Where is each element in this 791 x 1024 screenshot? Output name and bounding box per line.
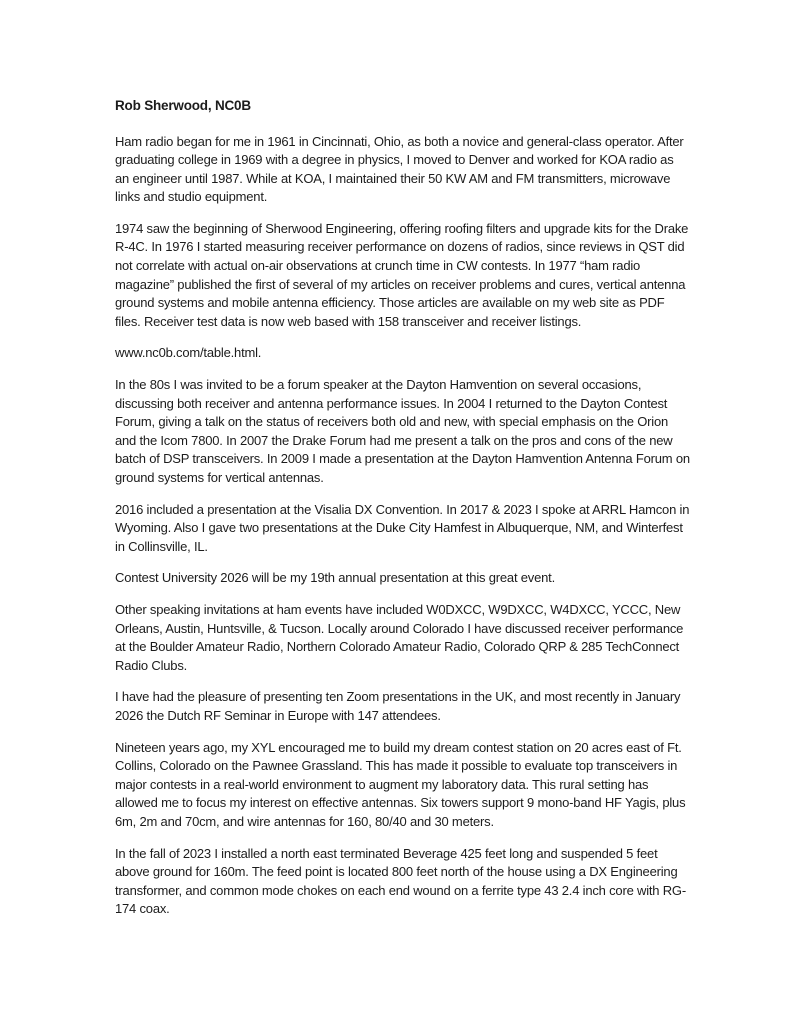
paragraph-intro: Ham radio began for me in 1961 in Cincinnati, Ohio, as both a novice and general-class operator. After graduating college in 1969 with a degree in physics, I moved to Denver and worked for KOA radio as an engineer until 1987. While at KOA, I maintained their 50 KW AM and FM transmitters, microwave links and studio equipment. [115, 133, 684, 205]
paragraph-zoom-presentations: I have had the pleasure of presenting ten Zoom presentations in the UK, and most recently in January 2026 the Dutch RF Seminar in Europe with 147 attendees. [115, 689, 681, 723]
paragraph-contest-station: Nineteen years ago, my XYL encouraged me to build my dream contest station on 20 acres east of Ft. Collins, Colorado on the Pawnee Grassland. This has made it possible to evaluate top transceivers in major contests in a real-world environment to augment my laboratory data. This rural setting has allowed me to focus my interest on effective antennas. Six towers support 9 mono-band HF Yagis, plus 6m, 2m and 70cm, and wire antennas for 160, 80/40 and 30 meters. [115, 739, 686, 829]
paragraph-contest-university: Contest University 2026 will be my 19th annual presentation at this great event. [115, 570, 555, 586]
paragraph-sherwood-engineering: 1974 saw the beginning of Sherwood Engineering, offering roofing filters and upgrade kits for the Drake R-4C. In 1976 I started measuring receiver performance on dozens of radios, since reviews in QST did not correlate with actual on-air observations at crunch time in CW contests. In 1977 “ham radio magazine” published the first of several of my articles on receiver problems and cures, vertical antenna ground systems and mobile antenna efficiency. Those articles are available on my web site as PDF files. Receiver test data is now web based with 158 transceiver and receiver listings. [115, 220, 689, 329]
paragraph-other-invitations: Other speaking invitations at ham events have included W0DXCC, W9DXCC, W4DXCC, YCCC, New Orleans, Austin, Huntsville, & Tucson. Locally around Colorado I have discussed receiver performance at the Boulder Amateur Radio, Northern Colorado Amateur Radio, Colorado QRP & 285 TechConnect Radio Clubs. [115, 601, 684, 673]
document-title: Rob Sherwood, NC0B [115, 98, 251, 113]
document-content [115, 97, 690, 932]
paragraph-2016-presentations: 2016 included a presentation at the Visalia DX Convention. In 2017 & 2023 I spoke at ARRL Hamcon in Wyoming. Also I gave two presentations at the Duke City Hamfest in Albuquerque, NM, and Winterfest in Collinsville, IL. [115, 501, 690, 554]
paragraph-dayton-hamvention: In the 80s I was invited to be a forum speaker at the Dayton Hamvention on several occasions, discussing both receiver and antenna performance issues. In 2004 I returned to the Dayton Contest Forum, giving a talk on the status of receivers both old and new, with special emphasis on the Orion and the Icom 7800. In 2007 the Drake Forum had me present a talk on the pros and cons of the new batch of DSP transceivers. In 2009 I made a presentation at the Dayton Hamvention Antenna Forum on ground systems for vertical antennas. [115, 377, 690, 485]
paragraph-beverage-antenna: In the fall of 2023 I installed a north east terminated Beverage 425 feet long and suspended 5 feet above ground for 160m. The feed point is located 800 feet north of the house using a DX Engineering transformer, and common mode chokes on each end wound on a ferrite type 43 2.4 inch core with RG-174 coax. [115, 845, 686, 917]
url-text: www.nc0b.com/table.html. [115, 345, 262, 361]
